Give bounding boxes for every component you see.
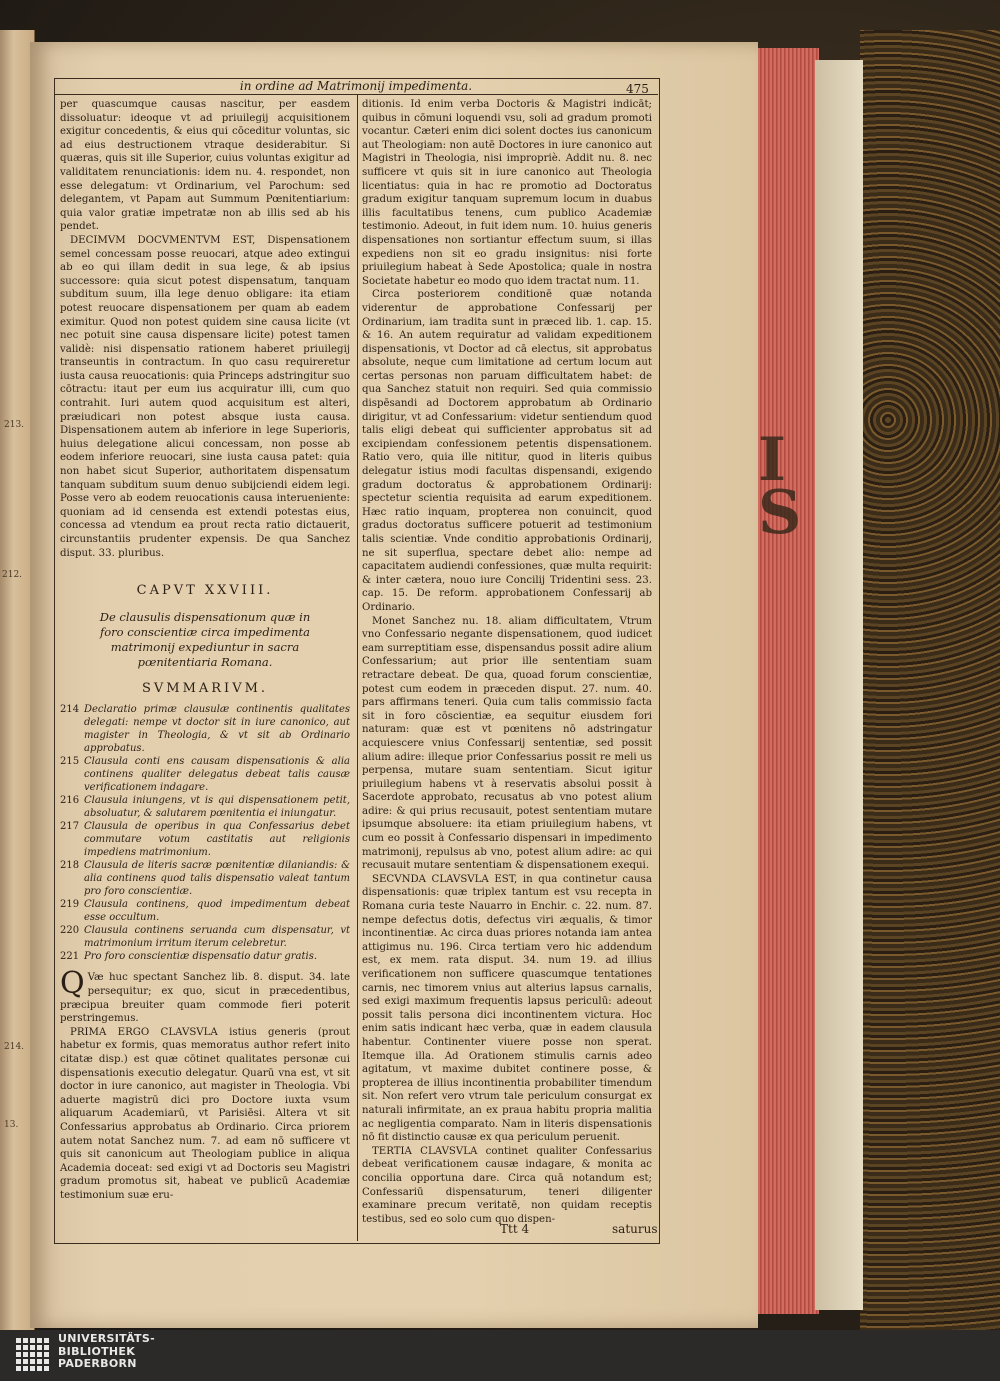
- margin-number: 212.: [2, 570, 23, 580]
- paragraph: ditionis. Id enim verba Doctoris & Magistri indicāt; quibus in cōmuni loquendi vsu, soli ad gradum promoti vocantur. Cæteri enim dici solent doctes ius canonicum aut Theologiam: non autē Doctores in iure canonico aut Magistri in Theologia, nisi impropriè. Addit nu. 8. nec sufficere vt quis sit in iure canonico aut Theologia licentiatus: quia in hac re promotio ad Doctoratus gradum exigitur tanquam supremum locum in duabus illis facultatibus tenens, cum publico Academiæ testimonio. Adeout, in fuit idem num. 10. huius generis dispensationes non sortiantur effectum suum, si illas expediens non sit eo gradu insignitus: nisi forte priuilegium habeat à Sede Apostolica; quale in nostra Societate habetur eo modo quo idem tractat num. 11.: [362, 99, 652, 287]
- summarium-number: 217: [60, 821, 80, 833]
- library-name-line: UNIVERSITÄTS-: [58, 1332, 155, 1345]
- library-name-line: PADERBORN: [58, 1357, 137, 1370]
- summarium-item: [60, 820, 350, 859]
- paragraph: per quascumque causas nascitur, per easdem dissoluatur: ideoque vt ad priuilegij acquisitionem exigitur concedentis, & eius qui cōceditur voluntas, sic ad eius destructionem vtraque desiderabitur. Si quæras, quis sit ille Superior, cuius voluntas exigitur ad validitatem renunciationis: idem nu. 4. respondet, non esse delegatum: vt Ordinarium, vel Parochum: sed delegantem, vt Papam aut Summum Pœnitentiarium: quia valor gratiæ impetratæ non ab illis sed ab his pendet.: [60, 99, 350, 233]
- spine-letter: S: [758, 478, 802, 548]
- paragraph: Monet Sanchez nu. 18. aliam difficultatem, Vtrum vno Confessario negante dispensationem, quod iudicet eam surreptitiam esse, dispensandus possit adire alium Confessarium; aut prior ille sententiam suam retractare debeat. De qua, quoad forum conscientiæ, potest cum eodem in præceden disput. 27. num. 40. pars affirmans teneri. Quia cum talis commissio facta sit in foro cōscientiæ, ea sequitur eiusdem fori naturam: quæ est vt pœnitens nō adstringatur acquiescere vnius Confessarij sententiæ, sed possit alium adire: illeque prior Confessarius possit re meli us perpensa, mutare suam sententiam. Sicut igitur priuilegium habens vt à reservatis absolui possit à Sacerdote approbato, recusatus ab vno potest alium adire: & qui prius recusauit, potest sententiam mutare ipsumque absoluere: ita etiam priuilegium habens, vt cum eo possit à Confessario dispensari in impedimento matrimonij, repulsus ab vno, potest alium adire: ac qui recusauit mutare sententiam & dispensationem exequi.: [362, 615, 652, 872]
- summarium-text: Declaratio primæ clausulæ continentis qualitates delegati: nempe vt doctor sit in iure canonico, aut magister in Theologia, & vt sit ab Ordinario approbatus.: [84, 704, 350, 755]
- running-head: in ordine ad Matrimonij impedimenta.: [54, 78, 658, 95]
- chapter-title: De clausulis dispensationum quæ in foro conscientiæ circa impedimenta matrimonij expediuntur in sacra pœnitentiaria Romana.: [99, 609, 311, 669]
- summarium-item: [60, 703, 350, 755]
- right-column: [362, 98, 652, 1226]
- library-name: [58, 1333, 155, 1371]
- paragraph: TERTIA CLAVSVLA continet qualiter Confessarius debeat verificationem causæ indagare, & monita ac concilia opportuna dare. Circa quā notandum est; Confessariū dispensaturum, teneri diligenter examinare precum veritatē, non quidam receptis testibus, sed eo solo cum quo dispen-: [362, 1145, 652, 1225]
- summarium-item: [60, 859, 350, 898]
- spine-letter: I: [758, 425, 787, 495]
- paragraph: [60, 966, 350, 1025]
- summarium-number: 216: [60, 795, 80, 807]
- summarium-item: [60, 898, 350, 924]
- summarium-number: 219: [60, 899, 80, 911]
- library-logo-icon: [16, 1338, 49, 1371]
- summarium-text: Clausula continens, quod impedimentum debeat esse occultum.: [84, 899, 350, 924]
- library-footer: [0, 1330, 1000, 1381]
- summarium-text: Clausula conti ens causam dispensationis & alia continens qualiter delegatus debeat talis causæ verificationem indagare.: [84, 756, 350, 794]
- summarium-item: [60, 794, 350, 820]
- book-cover-marbled: [860, 30, 1000, 1330]
- paragraph: SECVNDA CLAVSVLA EST, in qua continetur causa dispensationis: quæ triplex tantum est vsu recepta in Romana curia teste Nauarro in Enchir. c. 22. num. 87. nempe defectus dotis, defectus viri æqualis, & timor incontinentiæ. Ac circa duas priores notanda iam antea attigimus nu. 196. Circa tertiam vero hic addendum est, ex mem. rata disput. 34. num 19. ad illius verificationem non sufficere quascumque tentationes carnis, nec timorem vnius aut alterius lapsus carnalis, sed exigi maximum frequentis lapsus periculū: adeout possit talis persona dici incontinentem victura. Hoc enim satis indicant hæc verba, quæ in eadem clausula habentur. Continenter viuere posse non sperat. Itemque illa. Ad Orationem stimulis carnis adeo agitatum, vt maxime dubitet continere posse, & propterea de illius incontinentia probabiliter timendum sit. Non refert vero vtrum tale periculum consurgat ex naturali infirmitate, an ex praua habitu propria malitia ac negligentia comparato. Nam in literis dispensationis nō fit distinctio causæ ex qua periculum peruenit.: [362, 873, 652, 1144]
- summarium-text: Clausula continens seruanda cum dispensatur, vt matrimonium irritum iterum celebretur.: [84, 925, 350, 950]
- page-number: 475: [626, 82, 649, 96]
- page-block-edge: [755, 48, 819, 1314]
- summarium-number: 220: [60, 925, 80, 937]
- summarium-text: Clausula de literis sacræ pœnitentiæ dilaniandis: & alia continens quod talis dispensatio valeat tantum pro foro conscientiæ.: [84, 860, 350, 898]
- summarium-text: Clausula de operibus in qua Confessarius debet commutare votum castitatis aut religionis impediens matrimonium.: [84, 821, 350, 859]
- summarium-text: Pro foro conscientiæ dispensatio datur gratis.: [84, 951, 318, 963]
- library-name-line: BIBLIOTHEK: [58, 1344, 136, 1358]
- catchword: saturus: [612, 1222, 658, 1236]
- paragraph: DECIMVM DOCVMENTVM EST, Dispensationem semel concessam posse reuocari, atque adeo extingui ab eo qui illam dedit in sua lege, & ab ipsius successore: quia sicut potest dispensatum, tanquam subditum suum, illa lege denuo obligare: ita etiam potest reuocare dispensationem per quam ab eadem eximitur. Quod non potest quidem sine causa licite (vt nec potuit sine causa dispensare licite) potest tamen validè: nisi dispensatio rationem haberet priuilegij transeuntis in contractum. In quo casu requireretur iusta causa reuocationis: quia Princeps adstringitur suo cōtractu: itaut per eum ius acquiratur illi, cum quo contrahit. Iuri autem quod acquisitum est alteri, præiudicari non potest absque iusta causa. Dispensationem autem ab inferiore in lege Superioris, huius delegatione alicui concessam, non posse ab eodem inferiore reuocari, sine iusta causa patet: quia non habet sicut Superior, authoritatem dispensatum tanquam subditum suum denuo subijciendi eidem legi. Posse vero ab eodem reuocationis causa interueniente: quoniam ad id censenda est extendi potestas eius, concessa ad vtendum ea prout recta ratio dictauerit, circunstantiis prudenter expensis. De qua Sanchez disput. 33. pluribus.: [60, 234, 350, 559]
- summarium-item: [60, 755, 350, 794]
- summarium-number: 221: [60, 951, 80, 963]
- paragraph: PRIMA ERGO CLAVSVLA istius generis (prout habetur ex formis, quas memoratus author refert inito citatæ disp.) est quæ cōtinet qualitates personæ cui dispensationis executio delegatur. Quarū vna est, vt sit doctor in iure canonico, aut magister in Theologia. Vbi aduerte magistrū dici pro Doctore iuxta vsum aliquarum Academiarū, vt Parisiēsi. Altera vt sit Confessarius approbatus ab Ordinario. Circa priorem autem notat Sanchez num. 7. ad eam nō sufficere vt quis sit canonicum aut Theologiam publice in aliqua Academia doceat: sed exigi vt ad Doctoris seu Magistri gradum promotus sit, habeat ve publicū Academiæ testimonium suæ eru-: [60, 1026, 350, 1201]
- chapter-heading: CAPVT XXVIII.: [136, 583, 274, 599]
- summarium-list: [60, 703, 350, 963]
- drop-cap: Q: [60, 966, 85, 1002]
- summarium-number: 214: [60, 704, 80, 716]
- paragraph: Circa posteriorem conditionē quæ notanda viderentur de approbatione Confessarij per Ordinarium, iam tradita sunt in præced lib. 1. cap. 15. & 16. An autem requiratur ad validam expeditionem dispensationis, vt Doctor ad cā electus, sit approbatus absolute, neque cum limitatione ad certum locum aut certas personas non paruam difficultatem habet: de qua Sanchez statuit non requiri. Sed quia commissio dispēsandi ad Doctorem approbatum ab Ordinario dirigitur, vt ad Confessarium: videtur sentiendum quod talis eligi debeat qui sufficienter approbatus sit ad excipiendam confessionem petentis dispensationem. Ratio vero, quia ille nititur, quod in literis quibus delegatur istius modi facultas dispensandi, exigendo gradum doctoratus & approbationem Ordinarij: spectetur scientia requisita ad earum expeditionem. Hæc ratio inquam, propterea non conuincit, quod gradus doctoratus sufficere potuerit ad testimonium talis scientiæ. Vnde conditio approbationis Ordinarij, ne sit superflua, spectare debet alio: nempe ad capacitatem audiendi confessiones, quæ multa requirit: & inter cætera, nouo iure Concilij Tridentini sess. 23. cap. 15. De reform. approbationem Confessarij ab Ordinario.: [362, 289, 652, 613]
- left-column: [60, 98, 350, 1202]
- margin-number: 213.: [4, 420, 25, 430]
- margin-number: 214.: [4, 1042, 25, 1052]
- summarium-text: Clausula iniungens, vt is qui dispensationem petit, absoluatur, & salutarem pœnitentia ei iniungatur.: [84, 795, 350, 820]
- summarium-item: [60, 950, 350, 963]
- summarium-number: 218: [60, 860, 80, 872]
- summarium-item: [60, 924, 350, 950]
- signature-mark: Ttt 4: [500, 1222, 530, 1236]
- book-board: [815, 60, 863, 1310]
- margin-number: 13.: [4, 1120, 19, 1130]
- paragraph-text: Væ huc spectant Sanchez lib. 8. disput. 34. late persequitur; ex quo, sicut in præcedentibus, præcipua breuiter quam commode fieri poterit perstringemus.: [60, 972, 350, 1025]
- summarium-heading: SVMMARIVM.: [141, 680, 269, 696]
- summarium-number: 215: [60, 756, 80, 768]
